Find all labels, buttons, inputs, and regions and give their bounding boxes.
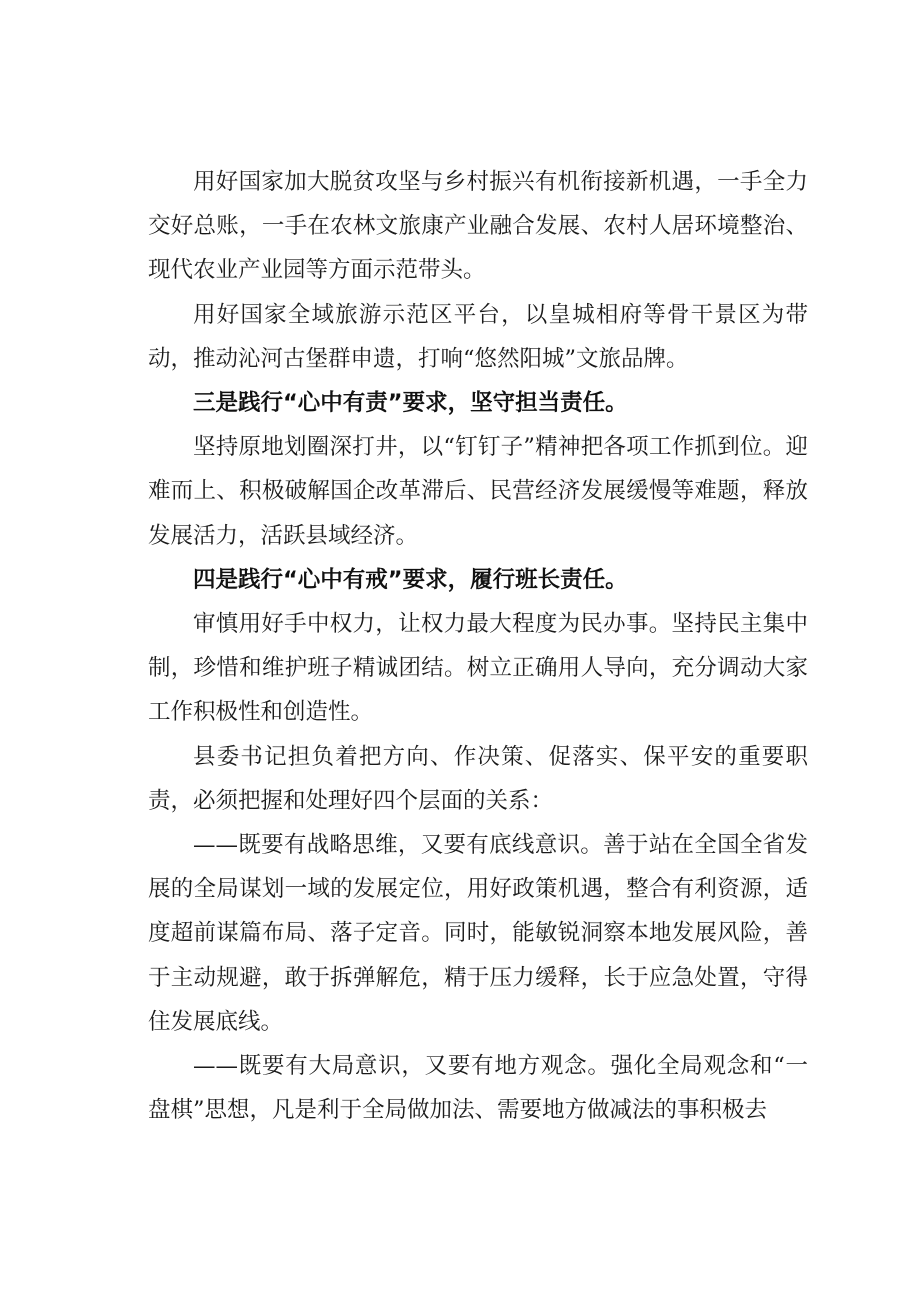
- section-heading-discipline: 四是践行“心中有戒”要求，履行班长责任。: [193, 566, 628, 593]
- paragraph-rural-revitalization: 用好国家加大脱贫攻坚与乡村振兴有机衔接新机遇，一手全力交好总账，一手在农林文旅康产业融合发展、农村人居环境整治、现代农业产业园等方面示范带头。: [148, 169, 808, 284]
- paragraph-strategic-thinking: ——既要有战略思维，又要有底线意识。善于站在全国全省发展的全局谋划一域的发展定位，用好政策机遇，整合有利资源，适度超前谋篇布局、落子定音。同时，能敏锐洞察本地发展风险，善于主动规避，敢于拆弹解危，精于压力缓释，长于应急处置，守得住发展底线。: [148, 832, 808, 1035]
- paragraph-overall-awareness: ——既要有大局意识，又要有地方观念。强化全局观念和“一盘棋”思想，凡是利于全局做加法、需要地方做减法的事积极去: [148, 1053, 808, 1124]
- paragraph-persistence: 坚持原地划圈深打井，以“钉钉子”精神把各项工作抓到位。迎难而上、积极破解国企改革滞后、民营经济发展缓慢等难题，释放发展活力，活跃县域经济。: [148, 434, 808, 549]
- section-heading-responsibility: 三是践行“心中有责”要求，坚守担当责任。: [193, 390, 628, 417]
- paragraph-tourism-platform: 用好国家全域旅游示范区平台，以皇城相府等骨干景区为带动，推动沁河古堡群申遗，打响“悠然阳城”文旅品牌。: [148, 301, 808, 372]
- document-body: [148, 160, 808, 1132]
- paragraph-county-secretary-duties: 县委书记担负着把方向、作决策、促落实、保平安的重要职责，必须把握和处理好四个层面的关系：: [148, 743, 808, 814]
- paragraph-power-use: 审慎用好手中权力，让权力最大程度为民办事。坚持民主集中制，珍惜和维护班子精诚团结。树立正确用人导向，充分调动大家工作积极性和创造性。: [148, 611, 808, 726]
